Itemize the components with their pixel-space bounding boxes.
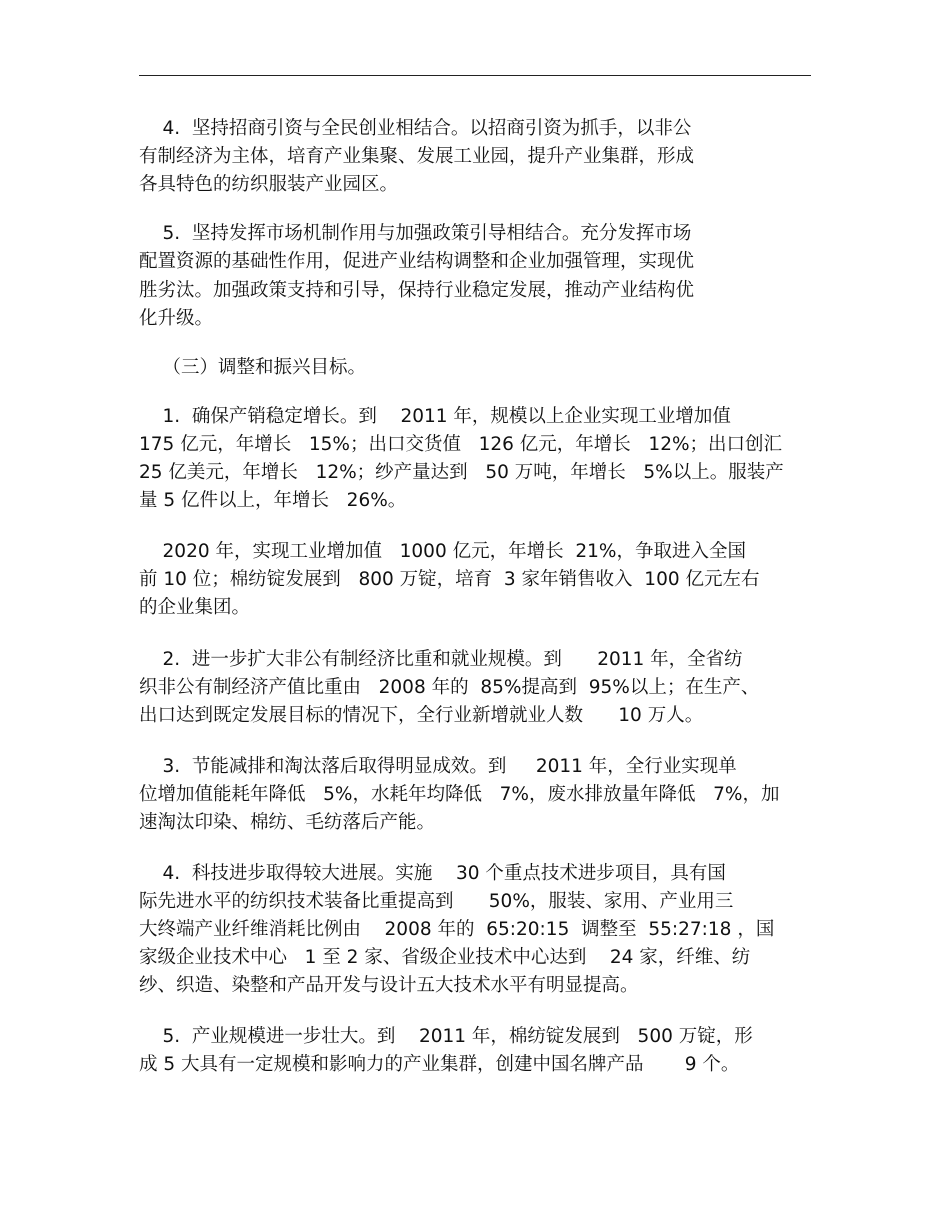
- text-line: 175 亿元，年增长 15%；出口交货值 126 亿元，年增长 12%；出口创汇: [139, 434, 783, 455]
- text-line: 出口达到既定发展目标的情况下，全行业新增就业人数 10 万人。: [139, 705, 704, 726]
- text-line: 成 5 大具有一定规模和影响力的产业集群，创建中国名牌产品 9 个。: [139, 1054, 740, 1075]
- text-line: 5. 坚持发挥市场机制作用与加强政策引导相结合。充分发挥市场: [139, 223, 692, 244]
- text-line: 2020 年，实现工业增加值 1000 亿元，年增长 21%，争取进入全国: [139, 541, 746, 562]
- text-line: 家级企业技术中心 1 至 2 家、省级企业技术中心达到 24 家，纤维、纺: [139, 947, 751, 968]
- text-line: 前 10 位；棉纺锭发展到 800 万锭，培育 3 家年销售收入 100 亿元左右: [139, 569, 760, 590]
- text-line: 的企业集团。: [139, 597, 251, 618]
- text-line: 1. 确保产销稳定增长。到 2011 年，规模以上企业实现工业增加值: [139, 406, 731, 427]
- text-line: 3. 节能减排和淘汰落后取得明显成效。到 2011 年，全行业实现单: [139, 756, 737, 777]
- text-line: 胜劣汰。加强政策支持和引导，保持行业稳定发展，推动产业结构优: [139, 280, 695, 301]
- section-title: （三）调整和振兴目标。: [139, 357, 367, 378]
- text-line: 25 亿美元，年增长 12%；纱产量达到 50 万吨，年增长 5%以上。服装产: [139, 462, 784, 483]
- text-line: 位增加值能耗年降低 5%，水耗年均降低 7%，废水排放量年降低 7%，加: [139, 784, 780, 805]
- text-line: 有制经济为主体，培育产业集聚、发展工业园，提升产业集群，形成: [139, 146, 695, 167]
- text-line: 4. 坚持招商引资与全民创业相结合。以招商引资为抓手，以非公: [139, 118, 692, 139]
- text-line: 2. 进一步扩大非公有制经济比重和就业规模。到 2011 年，全省纺: [139, 649, 743, 670]
- text-line: 量 5 亿件以上，年增长 26%。: [139, 490, 407, 511]
- text-line: 化升级。: [139, 308, 214, 329]
- text-line: 速淘汰印染、棉纺、毛纺落后产能。: [139, 812, 436, 833]
- text-line: 大终端产业纤维消耗比例由 2008 年的 65:20:15 调整至 55:27:18 ，国: [139, 919, 775, 940]
- header-rule: [139, 75, 811, 76]
- text-line: 4. 科技进步取得较大进展。实施 30 个重点技术进步项目，具有国: [139, 863, 726, 884]
- text-line: 际先进水平的纺织技术装备比重提高到 50%，服装、家用、产业用三: [139, 891, 734, 912]
- text-line: 织非公有制经济产值比重由 2008 年的 85%提高到 95%以上；在生产、: [139, 677, 760, 698]
- text-line: 纱、织造、染整和产品开发与设计五大技术水平有明显提高。: [139, 975, 639, 996]
- text-line: 5. 产业规模进一步壮大。到 2011 年，棉纺锭发展到 500 万锭，形: [139, 1026, 753, 1047]
- text-line: 各具特色的纺织服装产业园区。: [139, 174, 399, 195]
- text-line: 配置资源的基础性作用，促进产业结构调整和企业加强管理，实现优: [139, 251, 695, 272]
